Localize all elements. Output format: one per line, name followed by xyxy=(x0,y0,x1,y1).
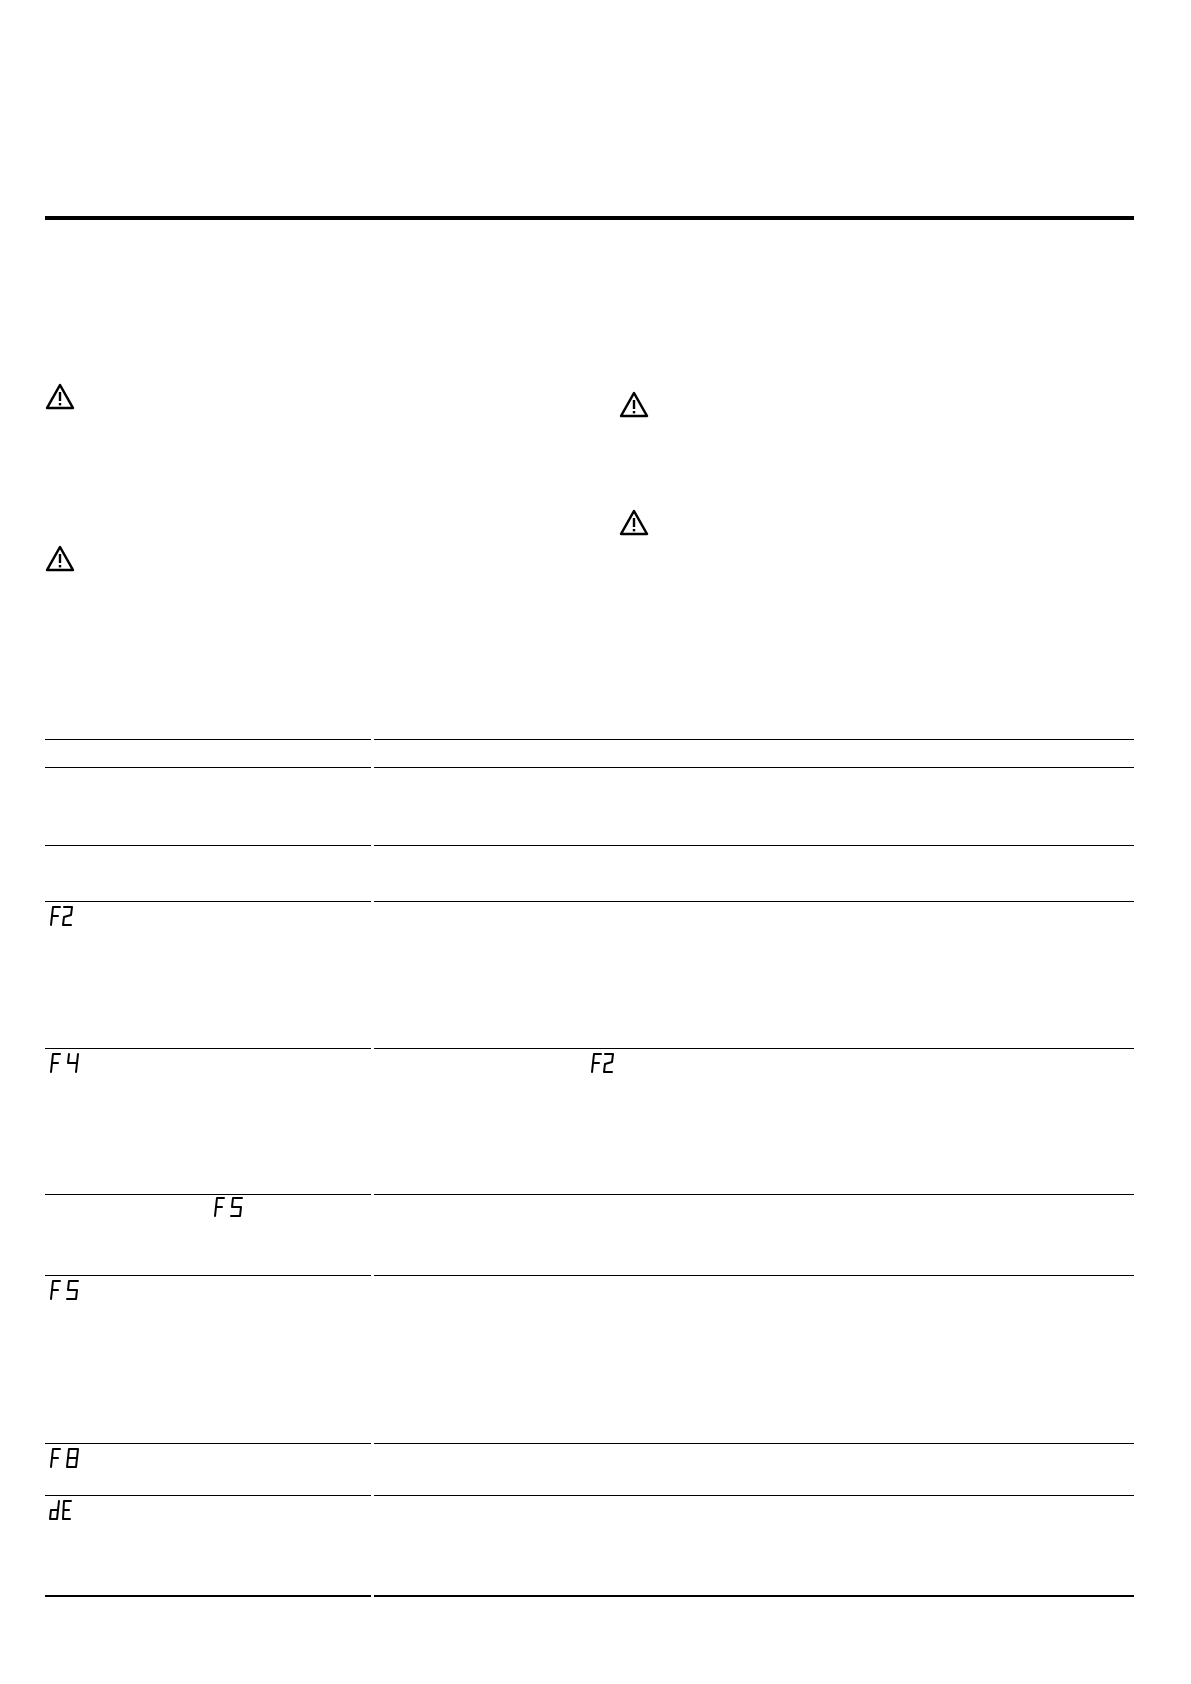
fault-code-f4 xyxy=(47,1052,81,1074)
table-rule xyxy=(374,739,1134,740)
header-rule xyxy=(45,216,1134,220)
table-rule xyxy=(374,1495,1134,1496)
fault-code-f8 xyxy=(47,1447,81,1469)
table-rule xyxy=(374,1275,1134,1276)
table-rule xyxy=(45,1595,371,1597)
fault-code-de xyxy=(47,1499,75,1521)
fault-code-f5 xyxy=(47,1279,81,1301)
table-rule xyxy=(45,1443,371,1444)
warning-triangle-icon xyxy=(619,509,649,536)
table-rule xyxy=(45,901,371,902)
warning-triangle-icon xyxy=(45,383,75,410)
table-rule xyxy=(374,1595,1134,1597)
remedy-code-f2 xyxy=(588,1052,616,1074)
fault-code-f2 xyxy=(47,905,75,927)
table-rule xyxy=(374,1443,1134,1444)
table-rule xyxy=(45,1194,371,1195)
table-rule xyxy=(45,845,371,846)
table-rule xyxy=(374,767,1134,768)
table-rule xyxy=(45,1048,371,1049)
table-rule xyxy=(45,739,371,740)
warning-triangle-icon xyxy=(619,391,649,418)
table-rule xyxy=(374,1048,1134,1049)
table-rule xyxy=(374,1194,1134,1195)
table-rule xyxy=(374,845,1134,846)
table-rule xyxy=(45,1495,371,1496)
table-rule xyxy=(374,901,1134,902)
warning-triangle-icon xyxy=(45,545,75,572)
fault-code-f5-inline xyxy=(211,1196,245,1218)
table-rule xyxy=(45,1275,371,1276)
table-rule xyxy=(45,767,371,768)
